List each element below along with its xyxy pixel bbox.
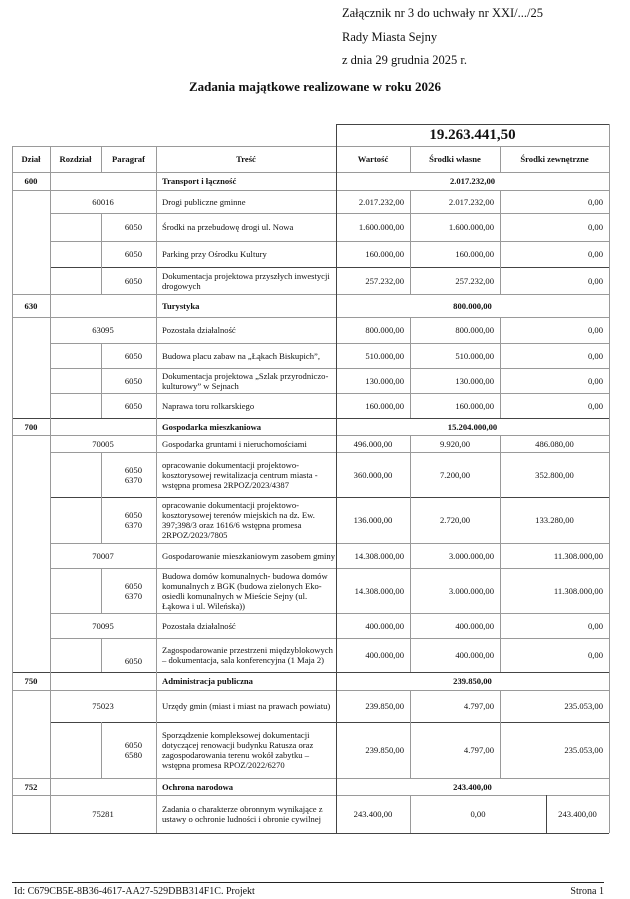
dzial-code: 750 — [24, 676, 38, 686]
task-description: opracowanie dokumentacji projektowo-kosztorysowej rewitalizacja centrum miasta - wstępna promesa 2RPOZ/2023/4387 — [162, 459, 318, 490]
footer-divider — [12, 882, 604, 883]
rozdzial-wartosc: 2.017.232,00 — [358, 196, 404, 207]
paragraf-code: 6050 — [124, 656, 142, 666]
attachment-number: Załącznik nr 3 do uchwały nr XXI/.../25 — [342, 6, 543, 20]
task-zewnetrzne: 0,00 — [587, 249, 603, 259]
rozdzial-zewnetrzne: 0,00 — [587, 325, 603, 335]
rozdzial-wlasne: 4.797,00 — [463, 701, 494, 711]
dzial-total: 2.017.232,00 — [449, 176, 496, 186]
task-zewnetrzne: 0,00 — [587, 400, 603, 411]
task-wlasne: 2.720,00 — [439, 515, 471, 525]
task-wartosc: 257.232,00 — [365, 275, 404, 286]
dzial-name: Turystyka — [162, 300, 200, 311]
rozdzial-zewnetrzne: 486.080,00 — [535, 438, 574, 449]
task-description: Dokumentacja projektowa „Szlak przyrodniczo-kulturowy” w Sejnach — [162, 370, 329, 391]
paragraf-code-1: 6050 — [124, 740, 142, 750]
rozdzial-code: 70095 — [92, 620, 114, 631]
dzial-code: 630 — [24, 300, 38, 311]
task-description: Środki na przebudowę drogi ul. Nowa — [162, 222, 294, 232]
paragraf-code: 6050 — [124, 275, 142, 286]
task-description: Naprawa toru rolkarskiego — [162, 400, 255, 411]
task-wlasne: 510.000,00 — [455, 350, 494, 361]
task-description: Budowa domów komunalnych- budowa domów komunalnych z BGK (budowa zielonych Eko-osiedli komunalnych w Mieście Sejny (ul. Łąkowa i ul. Wileńska)) — [162, 570, 328, 611]
resolution-date: z dnia 29 grudnia 2025 r. — [342, 53, 467, 67]
task-wlasne: 4.797,00 — [463, 745, 494, 755]
dzial-total: 800.000,00 — [453, 300, 492, 311]
rozdzial-zewnetrzne: 11.308.000,00 — [553, 550, 603, 561]
paragraf-code — [101, 497, 156, 543]
paragraf-code — [101, 568, 156, 613]
grand-total: 19.263.441,50 — [429, 127, 516, 143]
task-wartosc: 510.000,00 — [365, 350, 404, 361]
paragraf-code-2: 6370 — [124, 590, 142, 601]
dzial-total: 243.400,00 — [453, 781, 492, 792]
rozdzial-name: Pozostała działalność — [162, 325, 236, 335]
task-wlasne: 257.232,00 — [455, 275, 494, 286]
paragraf-code-1: 6050 — [124, 580, 142, 591]
rozdzial-code: 75281 — [92, 809, 114, 819]
task-zewnetrzne: 0,00 — [587, 375, 603, 386]
rozdzial-zewnetrzne: 243.400,00 — [558, 809, 597, 819]
rozdzial-code: 70007 — [92, 550, 114, 561]
task-zewnetrzne: 133.280,00 — [535, 515, 574, 525]
task-zewnetrzne: 0,00 — [587, 222, 603, 232]
rozdzial-name: Urzędy gmin (miast i miast na prawach powiatu) — [162, 701, 331, 711]
paragraf-code-1: 6050 — [124, 510, 142, 520]
dzial-name: Gospodarka mieszkaniowa — [162, 421, 262, 432]
rozdzial-code: 70005 — [92, 438, 114, 449]
rozdzial-name: Drogi publiczne gminne — [162, 196, 246, 207]
rozdzial-wlasne: 9.920,00 — [439, 438, 471, 449]
paragraf-code — [101, 452, 156, 497]
task-wartosc: 136.000,00 — [353, 515, 393, 525]
task-wartosc: 14.308.000,00 — [354, 585, 404, 596]
task-description: Sporządzenie kompleksowej dokumentacji dotyczącej renowacji budynku Ratusza oraz zagospodarowania terenu wokół zabytku – wstępna promesa RPOZ/2022/6270 — [162, 730, 314, 770]
rozdzial-zewnetrzne: 0,00 — [587, 620, 603, 631]
col-header-wartosc: Wartość — [357, 154, 389, 164]
rozdzial-code: 63095 — [92, 325, 114, 335]
paragraf-code-2: 6370 — [124, 520, 142, 530]
task-wlasne: 7.200,00 — [439, 469, 471, 480]
rozdzial-wartosc: 239.850,00 — [365, 701, 404, 711]
rozdzial-name: Zadania o charakterze obronnym wynikające z ustawy o ochronie ludności i obronie cywilnej — [162, 804, 323, 824]
paragraf-code: 6050 — [124, 350, 142, 361]
task-description: Dokumentacja projektowa przyszłych inwestycji drogowych — [162, 270, 330, 291]
task-description: opracowanie dokumentacji projektowo-kosztorysowej terenów miejskich na dz. Ew. 397;398/3 oraz 1616/6 wstępna promesa 2RPOZ/2023/7805 — [162, 500, 315, 540]
paragraf-code: 6050 — [124, 400, 142, 411]
paragraf-code-2: 6370 — [124, 474, 142, 485]
col-header-paragraf: Paragraf — [112, 154, 145, 164]
paragraf-code-1: 6050 — [124, 464, 142, 475]
task-wlasne: 160.000,00 — [455, 400, 494, 411]
rozdzial-wartosc: 400.000,00 — [365, 620, 404, 631]
task-wartosc: 130.000,00 — [365, 375, 404, 386]
paragraf-code — [101, 722, 156, 778]
task-zewnetrzne: 0,00 — [587, 650, 603, 660]
rozdzial-wartosc: 14.308.000,00 — [354, 550, 404, 561]
rozdzial-wlasne: 0,00 — [470, 809, 486, 819]
dzial-total: 15.204.000,00 — [447, 421, 498, 432]
dzial-name: Ochrona narodowa — [162, 781, 234, 792]
task-description: Budowa placu zabaw na „Łąkach Biskupich”, — [162, 350, 320, 361]
task-wlasne: 160.000,00 — [455, 249, 494, 259]
page-title: Zadania majątkowe realizowane w roku 2026 — [189, 79, 441, 94]
task-wartosc: 400.000,00 — [365, 650, 404, 660]
rozdzial-wartosc: 800.000,00 — [365, 325, 404, 335]
document-id: Id: C679CB5E-8B36-4617-AA27-529DBB314F1C. Projekt — [14, 886, 255, 897]
rozdzial-wlasne: 400.000,00 — [455, 620, 494, 631]
task-wartosc: 160.000,00 — [365, 400, 404, 411]
dzial-name: Administracja publiczna — [162, 676, 253, 686]
paragraf-code: 6050 — [124, 375, 142, 386]
rozdzial-name: Gospodarka gruntami i nieruchomościami — [162, 438, 307, 449]
task-zewnetrzne: 0,00 — [587, 350, 603, 361]
col-header-tresc: Treść — [236, 154, 256, 164]
dzial-code: 752 — [24, 781, 38, 792]
rozdzial-zewnetrzne: 0,00 — [587, 196, 603, 207]
dzial-code: 700 — [24, 421, 38, 432]
task-zewnetrzne: 235.053,00 — [564, 745, 603, 755]
paragraf-code: 6050 — [124, 222, 142, 232]
paragraf-code: 6050 — [124, 249, 142, 259]
rozdzial-wartosc: 496.000,00 — [353, 438, 393, 449]
task-zewnetrzne: 0,00 — [587, 275, 603, 286]
task-wartosc: 360.000,00 — [353, 469, 393, 480]
dzial-total: 239.850,00 — [453, 676, 492, 686]
rozdzial-code: 60016 — [92, 196, 114, 207]
rozdzial-wlasne: 800.000,00 — [455, 325, 494, 335]
rozdzial-name: Pozostała działalność — [162, 620, 236, 631]
rozdzial-wlasne: 2.017.232,00 — [448, 196, 494, 207]
rozdzial-name: Gospodarowanie mieszkaniowym zasobem gminy — [162, 550, 336, 561]
rozdzial-code: 75023 — [92, 701, 114, 711]
page-number: Strona 1 — [570, 886, 604, 897]
task-wlasne: 3.000.000,00 — [448, 585, 494, 596]
task-description: Parking przy Ośrodku Kultury — [162, 249, 267, 259]
task-zewnetrzne: 352.800,00 — [535, 469, 574, 480]
rozdzial-wartosc: 243.400,00 — [353, 809, 393, 819]
col-header-rozdzial: Rozdział — [59, 154, 92, 164]
task-description: Zagospodarowanie przestrzeni międzyblokowych – dokumentacja, sala konferencyjna (1 Maja 2) — [162, 645, 333, 665]
task-wartosc: 160.000,00 — [365, 249, 404, 259]
task-wlasne: 1.600.000,00 — [448, 222, 494, 232]
dzial-name: Transport i łączność — [162, 176, 237, 186]
col-header-srodki-wlasne: Środki własne — [429, 154, 481, 164]
rozdzial-wlasne: 3.000.000,00 — [448, 550, 494, 561]
col-header-srodki-zewnetrzne: Środki zewnętrzne — [520, 154, 589, 164]
rozdzial-zewnetrzne: 235.053,00 — [564, 701, 603, 711]
task-wlasne: 400.000,00 — [455, 650, 494, 660]
dzial-code: 600 — [24, 176, 38, 186]
col-header-dzial: Dział — [21, 154, 41, 164]
task-wartosc: 239.850,00 — [365, 745, 404, 755]
council-name: Rady Miasta Sejny — [342, 30, 438, 44]
paragraf-code-2: 6580 — [124, 750, 142, 760]
task-wlasne: 130.000,00 — [455, 375, 494, 386]
task-wartosc: 1.600.000,00 — [358, 222, 404, 232]
task-zewnetrzne: 11.308.000,00 — [553, 585, 603, 596]
